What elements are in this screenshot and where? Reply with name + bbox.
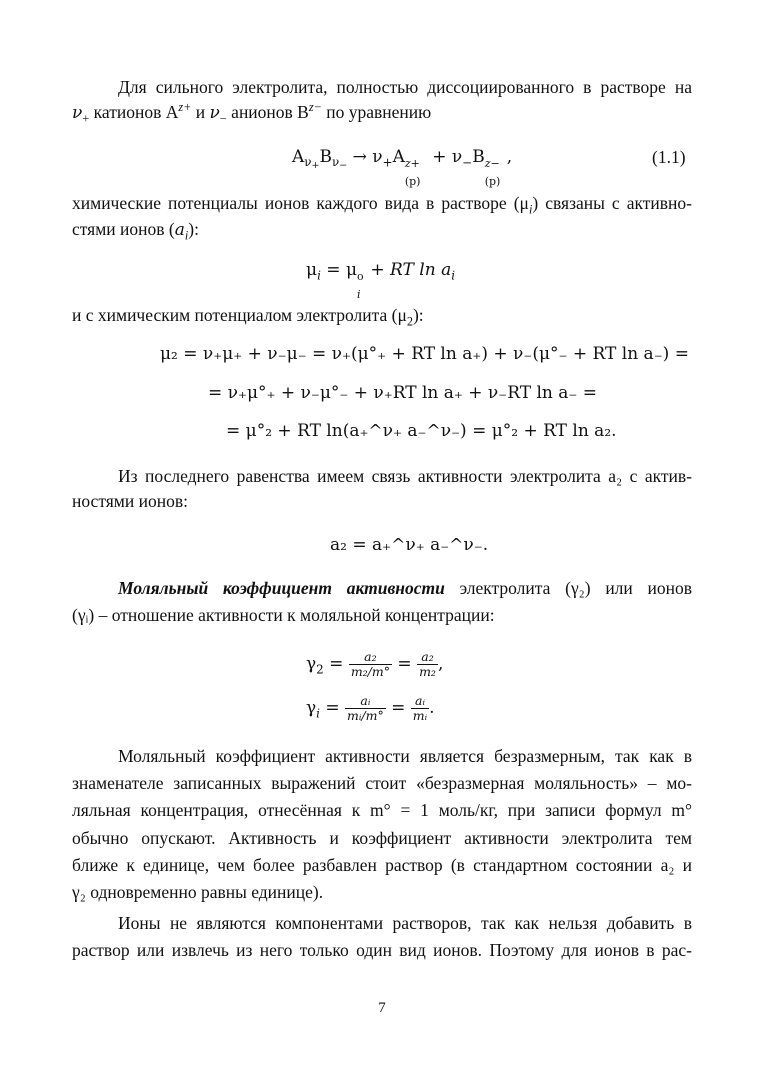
paragraph-6-line-1: Моляльный коэффициент активности является безразмерным, так как в — [118, 746, 692, 766]
paragraph-1-line-1: Для сильного электролита, полностью диссоциированного в растворе на — [118, 77, 692, 97]
fraction — [411, 694, 429, 723]
text-segment: химические потенциалы ионов каждого вида в растворе (μ — [72, 193, 529, 213]
equation-activity: a₂ = a₊^ν₊ a₋^ν₋. — [330, 535, 489, 555]
equation-chemical-potential-ion — [306, 259, 456, 301]
paragraph-6-line-4: обычно опускают. Активность и коэффициент активности электролита тем — [72, 828, 692, 848]
text-segment: ): — [412, 305, 424, 325]
numerator: a₂ — [349, 650, 392, 665]
formula-part: o — [357, 270, 364, 283]
text-segment: ): — [188, 219, 199, 239]
paragraph-6-line-2: знаменателе записанных выражений стоит «безразмерная моляльность» – мо- — [72, 773, 692, 793]
numerator: aᵢ — [411, 694, 429, 709]
text-segment: по уравнению — [321, 102, 432, 122]
formula-part: ν — [331, 155, 340, 170]
subscript: − — [219, 111, 227, 126]
text-segment: ) связаны с активно- — [532, 193, 692, 213]
text-segment: катионов A — [89, 102, 179, 122]
formula-part: μ — [306, 260, 318, 280]
text-segment: электролита (γ₂) или ионов — [444, 578, 692, 598]
formula-part: i — [451, 268, 456, 283]
formula-part: + — [426, 147, 452, 167]
formula-part: γ — [306, 654, 317, 674]
text-segment: и — [191, 102, 210, 122]
paragraph-4-line-1: Из последнего равенства имеем связь активности электролита a₂ с актив- — [118, 466, 692, 486]
equation-electrolyte-line-2: = ν₊μ°₊ + ν₋μ°₋ + ν₊RT ln a₊ + ν₋RT ln a₋ = — [208, 383, 598, 403]
formula-part: B — [319, 147, 332, 167]
formula-part: ν — [304, 155, 312, 170]
numerator: aᵢ — [345, 694, 386, 709]
formula-part: , — [437, 654, 444, 674]
page-number: 7 — [378, 1000, 386, 1016]
formula-part: B — [472, 147, 485, 167]
formula-part: = — [385, 698, 411, 718]
formula-part: A — [392, 147, 405, 167]
formula-part: z+ — [404, 157, 420, 170]
equation-number: (1.1) — [652, 147, 686, 167]
formula-part: − — [339, 160, 348, 172]
formula-part: i — [317, 268, 321, 283]
formula-part: + — [311, 160, 320, 172]
paragraph-6-line-6: γ₂ одновременно равны единице). — [72, 882, 324, 902]
paragraph-7-line-2: раствор или извлечь из него только один вид ионов. Поэтому для ионов в рас- — [72, 940, 692, 960]
denominator: m₂/m° — [350, 664, 390, 679]
text-segment: анионов B — [226, 102, 309, 122]
formula-part: A — [292, 147, 305, 167]
paragraph-4-line-2: ностями ионов: — [72, 491, 188, 511]
formula-part: − — [462, 155, 473, 170]
paragraph-2-line-1 — [72, 192, 692, 217]
paragraph-6-line-3: ляльная концентрация, отнесённая к m° = 1 моль/кг, при записи формул m° — [72, 800, 692, 820]
formula-part: (р) — [404, 175, 421, 188]
formula-part: = — [323, 654, 349, 674]
variable: a — [174, 220, 185, 240]
denominator: m₂ — [419, 664, 436, 679]
superscript: z− — [308, 100, 322, 115]
paragraph-7-line-1: Ионы не являются компонентами растворов, так как нельзя добавить в — [118, 913, 692, 933]
paragraph-1-line-2 — [72, 101, 431, 124]
equation-electrolyte-line-3: = μ°₂ + RT ln(a₊^ν₊ a₋^ν₋) = μ°₂ + RT ln a₂. — [226, 421, 617, 441]
fraction — [417, 650, 438, 679]
formula-part: ν — [451, 147, 463, 167]
formula-part: (р) — [484, 175, 501, 188]
denominator: mᵢ — [412, 708, 428, 723]
arrow-symbol: → — [347, 147, 373, 167]
formula-part: , — [506, 147, 513, 167]
defined-term: Моляльный коэффициент активности — [118, 578, 445, 598]
fraction — [349, 650, 392, 679]
subscript: + — [82, 111, 90, 126]
paragraph-6-line-5: ближе к единице, чем более разбавлен раствор (в стандартном состоянии a₂ и — [72, 855, 692, 875]
equation-gamma-2 — [306, 650, 443, 679]
denominator: mᵢ/m° — [347, 708, 384, 723]
subscript: i — [528, 202, 533, 217]
formula-part: + — [382, 155, 393, 170]
numerator: a₂ — [417, 650, 438, 665]
formula-part: = — [319, 698, 346, 718]
fraction — [345, 694, 386, 723]
equation-1-1 — [292, 146, 513, 188]
formula-part: + RT ln a — [365, 260, 452, 280]
paragraph-3 — [72, 304, 424, 329]
text-segment: и с химическим потенциалом электролита (μ — [72, 305, 407, 325]
formula-part: ν — [372, 147, 383, 167]
formula-part: i — [316, 706, 320, 721]
formula-part: γ — [306, 698, 317, 718]
equation-electrolyte-line-1: μ₂ = ν₊μ₊ + ν₋μ₋ = ν₊(μ°₊ + RT ln a₊) + ν₋(μ°₋ + RT ln a₋) = — [160, 344, 689, 364]
formula-part: = — [320, 260, 346, 280]
formula-part: μ — [345, 260, 357, 280]
formula-part: . — [429, 698, 435, 718]
text-segment: стями ионов ( — [72, 219, 175, 239]
formula-part: z− — [484, 157, 500, 170]
paragraph-5-line-2: (γᵢ) – отношение активности к моляльной концентрации: — [72, 605, 495, 625]
paragraph-5-line-1 — [118, 577, 692, 599]
paragraph-2-line-2 — [72, 218, 199, 241]
formula-part: 2 — [316, 662, 324, 677]
equation-gamma-i — [306, 694, 435, 723]
nu-symbol: ν — [209, 103, 220, 123]
superscript: z+ — [178, 100, 192, 115]
formula-part: = — [392, 654, 418, 674]
subscript: 2 — [406, 314, 413, 329]
formula-part: i — [357, 288, 361, 301]
nu-symbol: ν — [72, 103, 83, 123]
subscript: i — [184, 228, 189, 243]
